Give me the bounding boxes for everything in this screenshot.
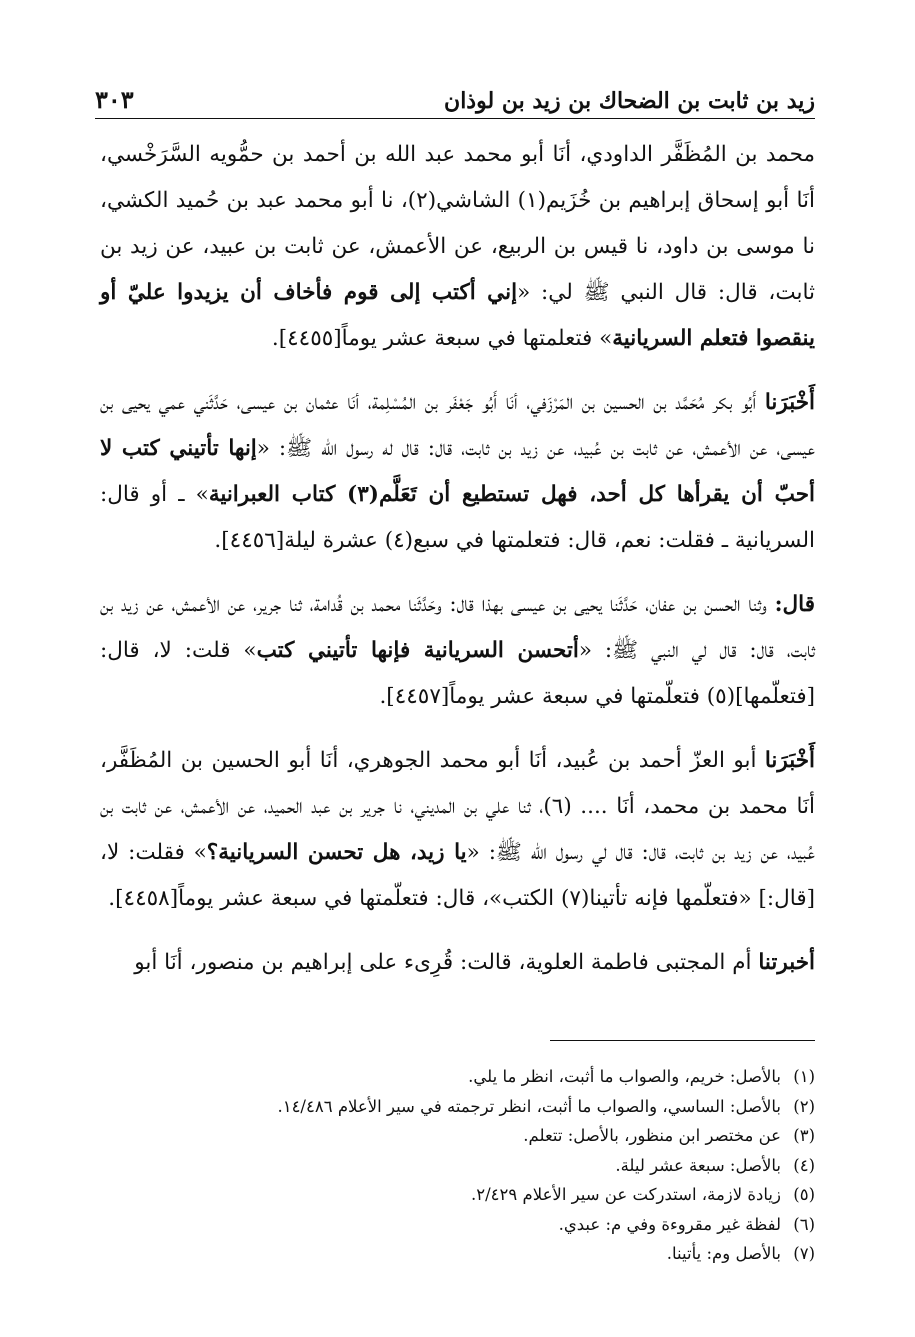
paragraph-text-after: » فقلت: لا، [قال:] «فتعلّمها فإنه تأتينا(٧) الكتب»، قال: فتعلّمتها في سبعة عشر يوماً[٤٤٥٨]. — [100, 840, 815, 911]
footnote-text: بالأصل وم: يأتينا. — [666, 1244, 781, 1263]
footnote-divider — [550, 1040, 815, 1041]
footnote-item — [100, 1239, 815, 1269]
paragraph-lead: أخبرتنا — [758, 950, 815, 975]
page-header — [95, 72, 815, 119]
footnote-number: (٧) — [793, 1244, 815, 1263]
paragraph-text: أبو العزّ أحمد بن عُبيد، أنَا أبو محمد الجوهري، أنَا أبو الحسين بن المُظَفَّر، أنَا محمد بن محمد، أنَا .... (٦)، ثنا علي بن المديني، نا جرير بن عبد الحميد، عن الأعمش، عن ثابت بن عُبيد، عن زيد بن ثابت، قال: قال لي رسول الله ﷺ: « — [100, 748, 816, 865]
paragraph-text: أم المجتبى فاطمة العلوية، قالت: قُرِىء على إبراهيم بن منصور، أنَا أبو — [134, 950, 759, 975]
paragraph — [100, 582, 815, 720]
paragraph-text-after: » قلت: لا، قال: [فتعلّمها](٥) فتعلّمتها في سبعة عشر يوماً[٤٤٥٧]. — [100, 638, 815, 709]
footnote-number: (٦) — [793, 1214, 815, 1234]
paragraph — [100, 380, 815, 564]
footnote-text: لفظة غير مقروءة وفي م: عبدي. — [558, 1214, 781, 1234]
paragraph — [100, 940, 815, 986]
footnote-text: بالأصل: سبعة عشر ليلة. — [615, 1155, 781, 1175]
footnote-number: (١) — [793, 1067, 815, 1086]
footnote-text: بالأصل: الساسي، والصواب ما أثبت، انظر ترجمته في سير الأعلام ١٤/٤٨٦. — [277, 1096, 781, 1116]
paragraph-text-after: » ـ أو قال: السريانية ـ فقلت: نعم، قال: فتعلمتها في سبع(٤) عشرة ليلة[٤٤٥٦]. — [100, 482, 815, 553]
paragraph-lead: قال: — [774, 592, 815, 617]
hadith-quote: إنها تأتيني كتب لا أحبّ أن يقرأها كل أحد، فهل تستطيع أن تَعَلَّم(٣) كتاب العبرانية — [100, 436, 815, 507]
paragraph-text: وثنا الحسن بن عفان، حَدَّثَنا يحيى بن عيسى بهذا قال: وحَدَّثَنا محمد بن قُدامة، ثنا جرير، عن الأعمش، عن زيد بن ثابت، قال: قال لي النبي ﷺ: « — [100, 592, 815, 663]
footnote-number: (٤) — [793, 1155, 815, 1175]
paragraph-text-after: » فتعلمتها في سبعة عشر يوماً[٤٤٥٥]. — [271, 326, 613, 351]
main-text — [100, 132, 815, 1004]
footnote-item — [100, 1062, 815, 1092]
page-number: ٣٠٣ — [95, 85, 134, 114]
footnote-text: عن مختصر ابن منظور، بالأصل: تتعلم. — [523, 1126, 781, 1145]
footnote-item — [100, 1180, 815, 1210]
footnote-number: (٢) — [793, 1096, 815, 1116]
footnotes-list — [100, 1062, 815, 1269]
hadith-quote: يا زيد، هل تحسن السريانية؟ — [206, 840, 467, 865]
footnote-item — [100, 1121, 815, 1151]
footnote-number: (٣) — [793, 1126, 815, 1145]
footnote-number: (٥) — [793, 1185, 815, 1204]
footnote-text: بالأصل: خريم، والصواب ما أثبت، انظر ما يلي. — [468, 1067, 781, 1086]
paragraph-text: محمد بن المُظَفَّر الداودي، أنَا أبو محمد عبد الله بن أحمد بن حمُّويه السَّرَخْسي، أنَا أبو إسحاق إبراهيم بن خُزَيم(١) الشاشي(٢)، نا أبو محمد عبد بن حُميد الكشي، نا موسى بن داود، نا قيس بن الربيع، عن الأعمش، عن ثابت بن عبيد، عن زيد بن ثابت، قال: قال النبي ﷺ لي: « — [100, 142, 815, 305]
hadith-quote: إني أكتب إلى قوم فأخاف أن يزيدوا عليّ أو ينقصوا فتعلم السريانية — [100, 280, 815, 351]
hadith-quote: أتحسن السريانية فإنها تأتيني كتب — [256, 638, 579, 663]
footnote-item — [100, 1092, 815, 1122]
paragraph — [100, 132, 815, 362]
running-head: زيد بن ثابت بن الضحاك بن زيد بن لوذان — [444, 88, 815, 114]
paragraph — [100, 738, 815, 922]
footnote-item — [100, 1151, 815, 1181]
footnote-text: زيادة لازمة، استدركت عن سير الأعلام ٢/٤٢٩. — [471, 1185, 781, 1204]
footnote-item — [100, 1210, 815, 1240]
paragraph-lead: أَخْبَرَنا — [764, 748, 815, 773]
paragraph-lead: أَخْبَرَنا — [764, 390, 815, 415]
paragraph-text: أَبُو بكر مُحَمَّد بن الحسين بن المَرْزَفي، أنَا أَبُو جَعْفَر بن المُسْلِمة، أنَا عثمان بن عيسى، حَدَّثَني عمي يحيى بن عيسى، عن الأعمش، عن ثابت بن عُبيد، عن زيد بن ثابت، قال: قال له رسول الله ﷺ: « — [100, 390, 815, 461]
